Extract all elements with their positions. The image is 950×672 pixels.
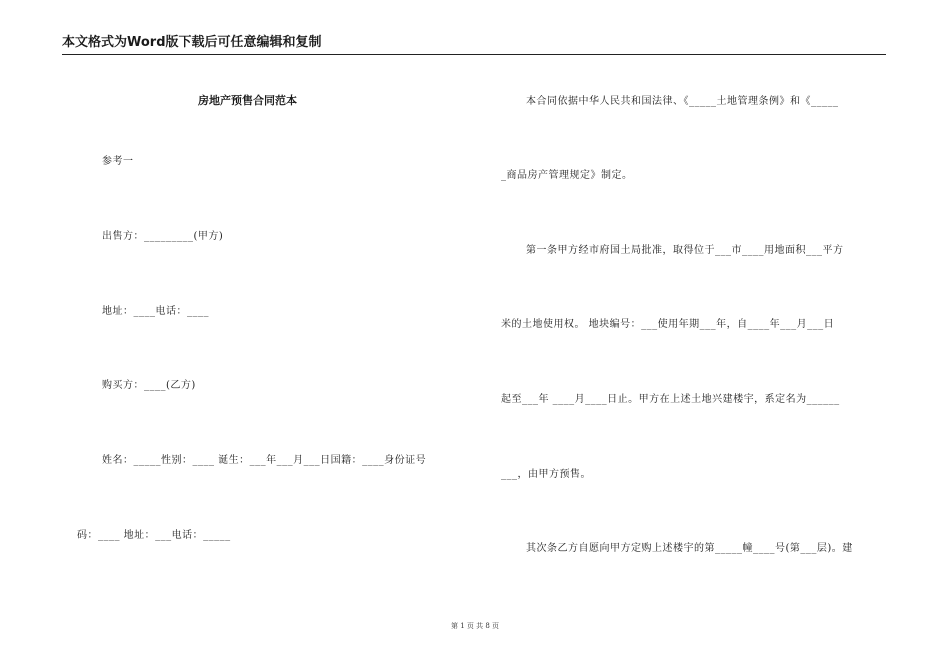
left-paragraph-buyer-info: 姓名：_____性别：____ 诞生：___年___月___日国籍：____身份证号: [102, 455, 427, 466]
right-paragraph-article-1: 第一条甲方经市府国土局批准，取得位于___市____用地面积___平方: [526, 245, 844, 256]
right-paragraph-basis-cont: _商品房产管理规定》制定。: [501, 170, 633, 181]
header-text: 本文格式为Word版下载后可任意编辑和复制: [62, 35, 322, 50]
right-paragraph-article-1-line-4: ___，由甲方预售。: [501, 469, 591, 480]
left-paragraph-buyer: 购买方：____(乙方): [102, 380, 196, 391]
left-paragraph-seller: 出售方：_________(甲方): [102, 231, 224, 242]
page-footer: 第 1 页 共 8 页: [450, 622, 500, 630]
left-paragraph-reference: 参考一: [102, 156, 134, 167]
left-paragraph-seller-address: 地址：____电话：____: [102, 306, 209, 317]
right-paragraph-article-1-line-3: 起至___年 ____月____日止。甲方在上述土地兴建楼宇，系定名为______: [501, 394, 840, 405]
document-title: 房地产预售合同范本: [198, 94, 297, 107]
page-header: [62, 34, 886, 55]
right-paragraph-article-1-line-2: 米的土地使用权。 地块编号：___使用年期___年，自____年___月___日: [501, 319, 835, 330]
left-paragraph-buyer-info-cont: 码：____ 地址：___电话：_____: [77, 530, 231, 541]
right-paragraph-basis: 本合同依据中华人民共和国法律、《_____土地管理条例》和《_____: [526, 96, 839, 107]
right-paragraph-article-2: 其次条乙方自愿向甲方定购上述楼宇的第_____幢____号(第___层)。建: [526, 543, 853, 554]
